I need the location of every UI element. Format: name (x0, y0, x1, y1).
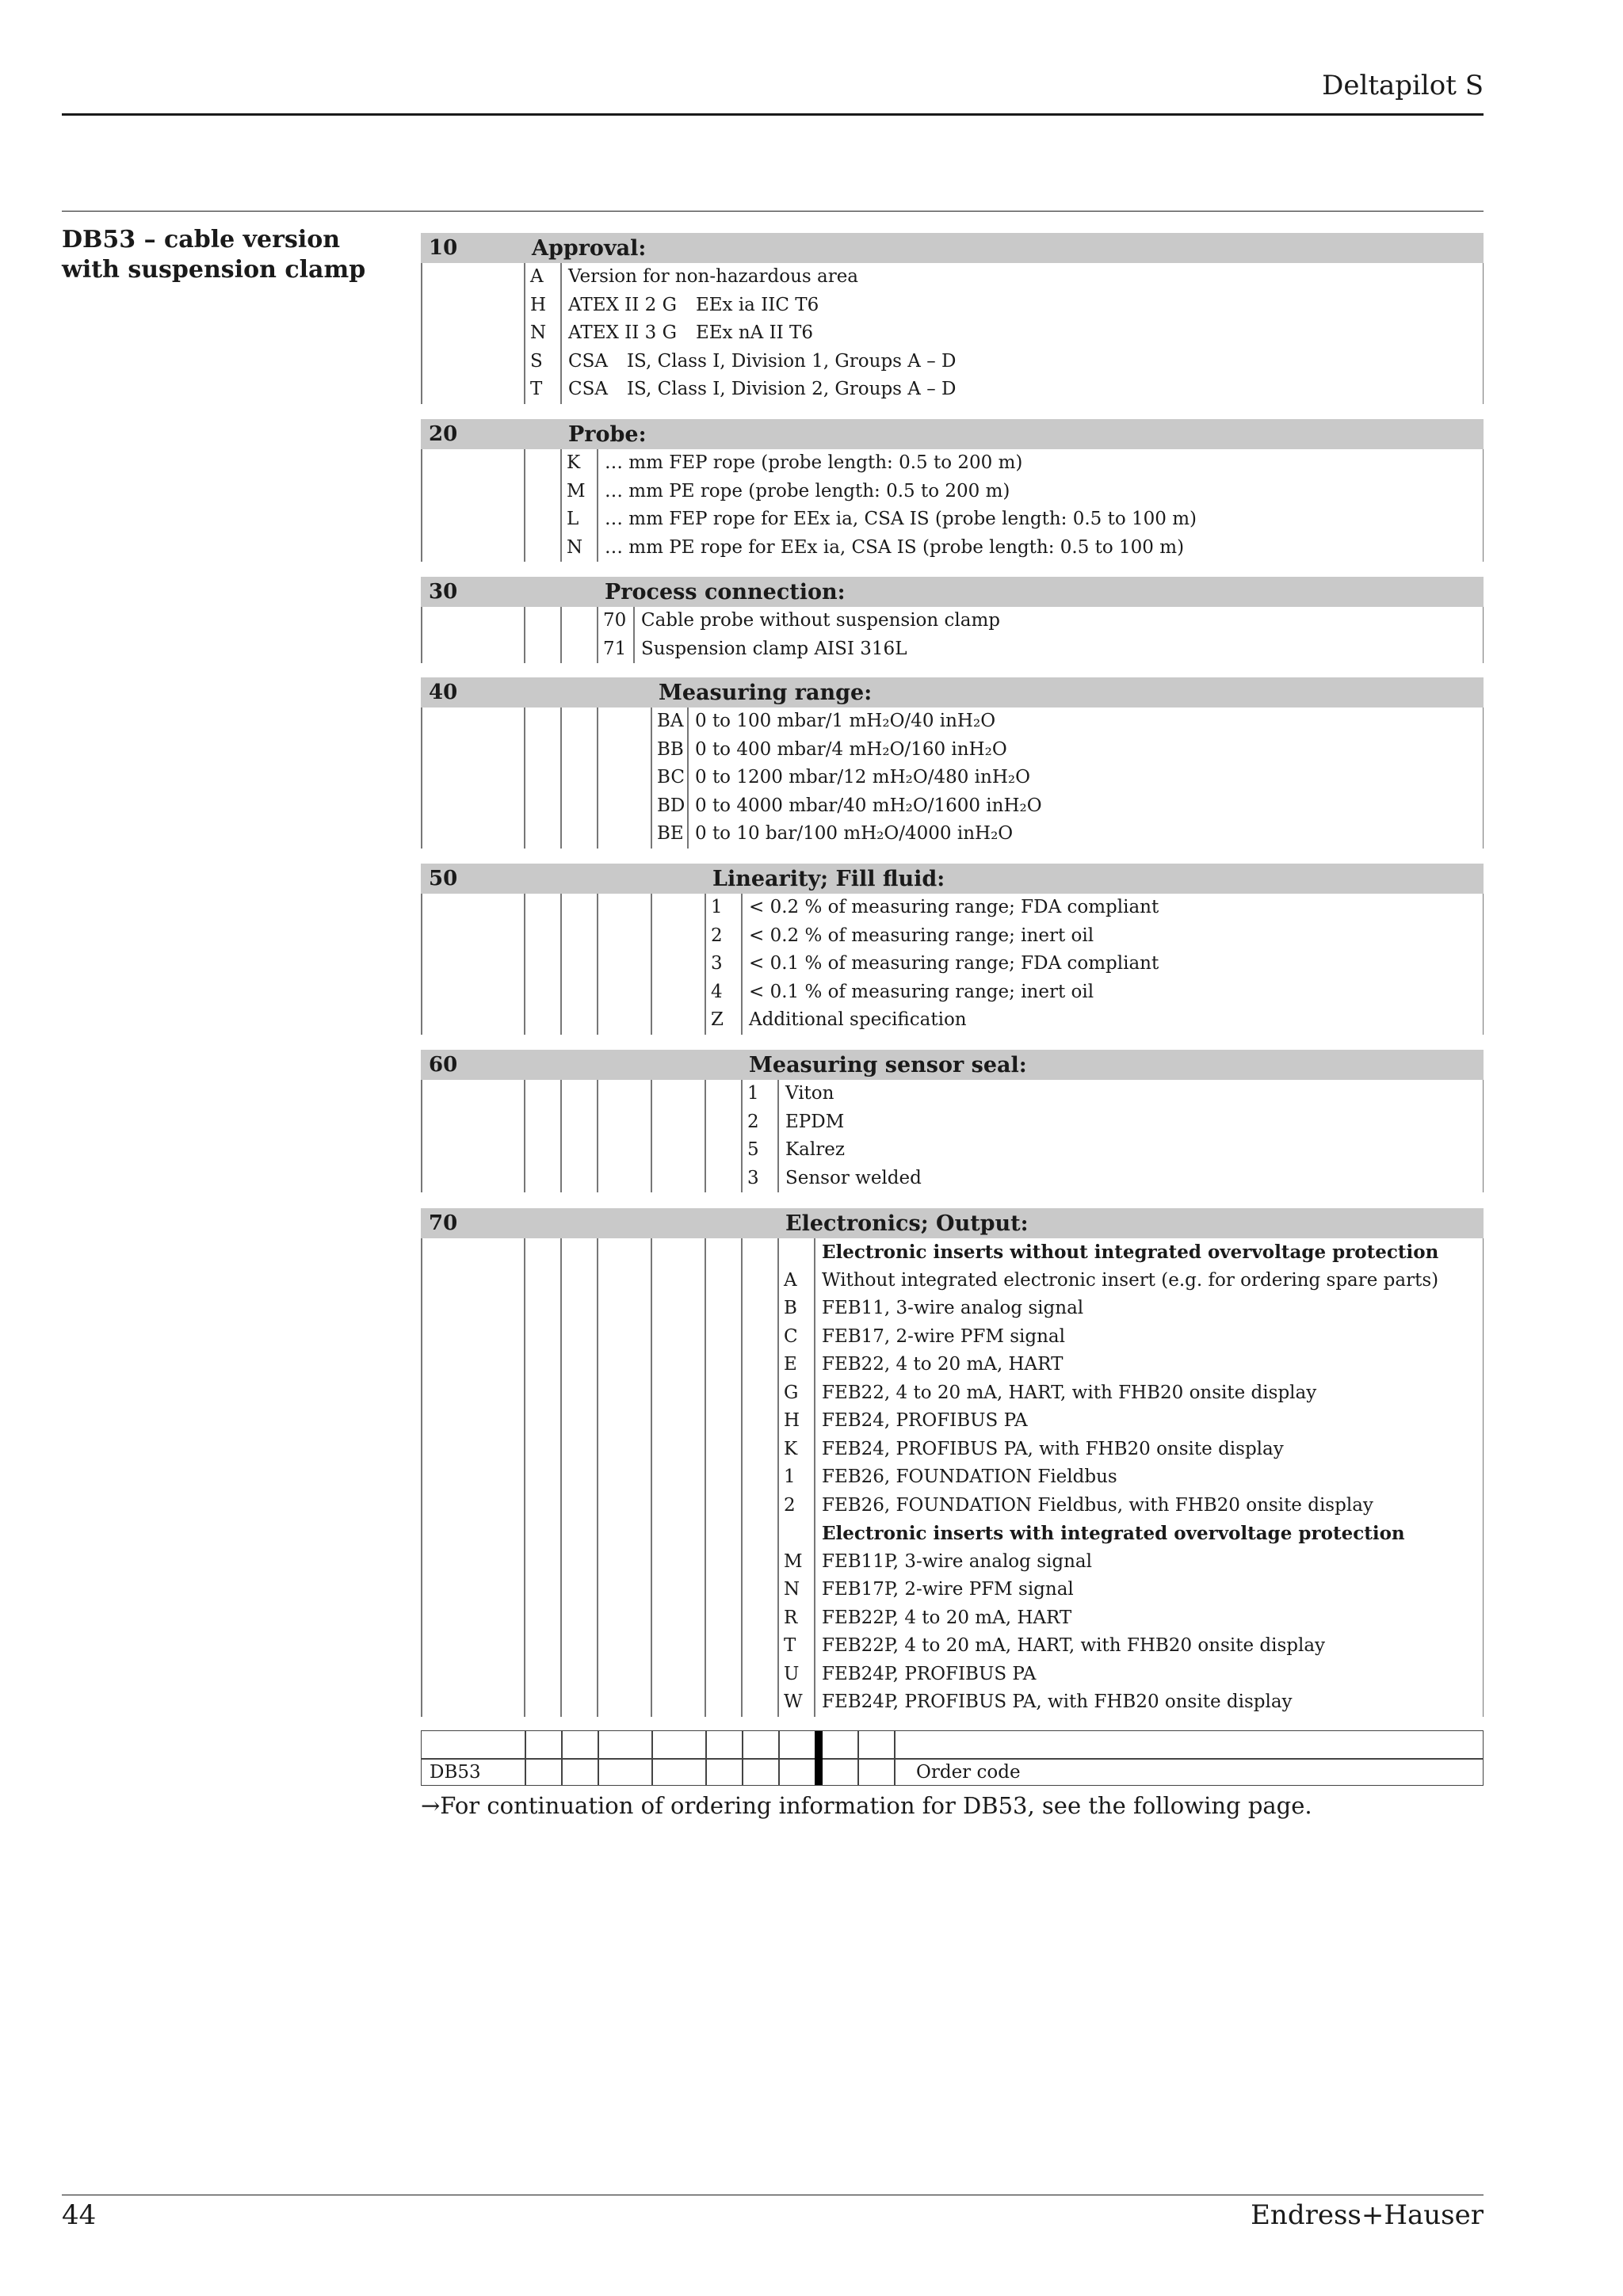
option-text: Without integrated electronic insert (e.g. for ordering spare parts) (822, 1269, 1439, 1291)
option-row (421, 1006, 1484, 1035)
option-code: M (567, 480, 586, 502)
option-text: Electronic inserts without integrated overvoltage protection (822, 1241, 1439, 1263)
header-rule (62, 113, 1484, 116)
continuation-note: →For continuation of ordering information for DB53, see the following page. (421, 1792, 1312, 1819)
option-text: … mm FEP rope for EEx ia, CSA IS (probe length: 0.5 to 100 m) (605, 509, 1197, 529)
group-header (421, 577, 1484, 607)
option-code: R (784, 1607, 798, 1628)
option-code: H (530, 294, 547, 315)
option-row (421, 348, 1484, 376)
option-code: BC (657, 767, 685, 788)
section-title: DB53 – cable version with suspension clamp (62, 226, 366, 284)
option-code: B (784, 1298, 797, 1318)
option-row (421, 1379, 1484, 1408)
option-row (421, 635, 1484, 664)
option-row (421, 736, 1484, 765)
option-text: FEB24P, PROFIBUS PA (822, 1663, 1037, 1684)
group-header (421, 864, 1484, 894)
option-text: FEB22P, 4 to 20 mA, HART (822, 1607, 1072, 1628)
option-code: 70 (603, 610, 627, 631)
group-header (421, 233, 1484, 263)
option-code: M (784, 1550, 803, 1572)
option-row (421, 1323, 1484, 1352)
group-number: 20 (429, 422, 458, 446)
group-title: Probe: (568, 422, 647, 447)
group-options (421, 1080, 1484, 1192)
option-text: … mm PE rope (probe length: 0.5 to 200 m) (605, 480, 1010, 502)
option-text: FEB22, 4 to 20 mA, HART (822, 1354, 1064, 1375)
option-text: CSA IS, Class I, Division 1, Groups A – D (568, 350, 957, 372)
option-text: FEB26, FOUNDATION Fieldbus (822, 1466, 1117, 1487)
page-number: 44 (62, 2199, 97, 2231)
group-10 (421, 233, 1484, 404)
option-code: 5 (747, 1139, 759, 1160)
option-text: FEB24P, PROFIBUS PA, with FHB20 onsite display (822, 1691, 1293, 1712)
group-60 (421, 1050, 1484, 1192)
option-row (421, 1407, 1484, 1436)
group-header (421, 677, 1484, 707)
option-code: BA (657, 711, 684, 731)
group-header (421, 419, 1484, 449)
option-row (421, 1604, 1484, 1633)
option-code: N (784, 1579, 800, 1600)
group-number: 50 (429, 867, 458, 891)
group-70 (421, 1208, 1484, 1717)
option-row (421, 1548, 1484, 1577)
option-text: 0 to 10 bar/100 mH₂O/4000 inH₂O (695, 823, 1014, 844)
option-text: FEB17P, 2-wire PFM signal (822, 1579, 1074, 1600)
option-text: Suspension clamp AISI 316L (641, 638, 907, 659)
option-code: 71 (603, 638, 627, 659)
option-row (421, 1463, 1484, 1492)
option-row (421, 1080, 1484, 1108)
option-text: < 0.2 % of measuring range; inert oil (749, 925, 1094, 946)
option-code: N (567, 536, 583, 558)
option-code: G (784, 1382, 799, 1403)
option-text: FEB24, PROFIBUS PA, with FHB20 onsite display (822, 1438, 1284, 1459)
option-row (421, 894, 1484, 922)
group-title: Measuring sensor seal: (749, 1053, 1027, 1077)
option-row (421, 1520, 1484, 1548)
option-code: L (567, 509, 579, 529)
option-row (421, 292, 1484, 320)
option-text: … mm FEP rope (probe length: 0.5 to 200 m) (605, 452, 1023, 473)
order-code-table (421, 1730, 1484, 1786)
option-row (421, 478, 1484, 506)
option-row (421, 1108, 1484, 1137)
option-text: 0 to 4000 mbar/40 mH₂O/1600 inH₂O (695, 795, 1042, 816)
option-code: N (530, 322, 547, 343)
group-30 (421, 577, 1484, 663)
order-code-label: Order code (916, 1762, 1021, 1783)
option-text: Cable probe without suspension clamp (641, 610, 1001, 631)
option-text: 0 to 1200 mbar/12 mH₂O/480 inH₂O (695, 767, 1030, 788)
group-options (421, 894, 1484, 1035)
option-row (421, 922, 1484, 951)
option-text: 0 to 400 mbar/4 mH₂O/160 inH₂O (695, 738, 1007, 760)
option-code: S (530, 350, 543, 372)
group-options (421, 1238, 1484, 1717)
option-row (421, 1661, 1484, 1689)
option-row (421, 263, 1484, 292)
option-text: < 0.1 % of measuring range; FDA compliant (749, 953, 1159, 974)
option-code: BE (657, 823, 684, 844)
option-code: C (784, 1325, 798, 1347)
option-code: K (784, 1438, 798, 1459)
option-code: W (784, 1691, 803, 1712)
group-options (421, 449, 1484, 562)
group-50 (421, 864, 1484, 1035)
option-text: CSA IS, Class I, Division 2, Groups A – D (568, 379, 957, 399)
group-title: Electronics; Output: (785, 1211, 1029, 1236)
group-options (421, 607, 1484, 663)
group-number: 60 (429, 1053, 458, 1077)
option-text: < 0.1 % of measuring range; inert oil (749, 981, 1094, 1002)
option-text: FEB11P, 3-wire analog signal (822, 1550, 1092, 1572)
footer-brand: Endress+Hauser (1251, 2199, 1484, 2231)
option-text: Kalrez (785, 1139, 845, 1160)
option-row (421, 1238, 1484, 1267)
option-row (421, 607, 1484, 635)
section-rule (62, 211, 1484, 212)
option-row (421, 1688, 1484, 1717)
option-code: H (784, 1410, 800, 1431)
option-text: 0 to 100 mbar/1 mH₂O/40 inH₂O (695, 711, 996, 731)
option-text: FEB22P, 4 to 20 mA, HART, with FHB20 onsite display (822, 1635, 1326, 1656)
option-row (421, 1267, 1484, 1295)
group-number: 10 (429, 236, 458, 260)
option-row (421, 792, 1484, 821)
option-row (421, 376, 1484, 404)
option-code: T (784, 1635, 796, 1656)
option-code: 3 (711, 953, 723, 974)
option-row (421, 505, 1484, 534)
option-text: FEB17, 2-wire PFM signal (822, 1325, 1065, 1347)
option-text: … mm PE rope for EEx ia, CSA IS (probe length: 0.5 to 100 m) (605, 536, 1185, 558)
option-row (421, 319, 1484, 348)
group-title: Approval: (532, 236, 647, 261)
group-options (421, 707, 1484, 849)
group-header (421, 1208, 1484, 1238)
option-code: 4 (711, 981, 723, 1002)
option-text: ATEX II 3 G EEx nA II T6 (568, 322, 814, 343)
option-row (421, 1492, 1484, 1520)
option-code: A (784, 1269, 797, 1291)
option-row (421, 1136, 1484, 1165)
option-row (421, 1351, 1484, 1379)
group-number: 40 (429, 681, 458, 704)
option-text: FEB11, 3-wire analog signal (822, 1298, 1084, 1318)
group-number: 30 (429, 580, 458, 604)
group-40 (421, 677, 1484, 849)
option-code: 2 (784, 1494, 796, 1516)
option-code: 1 (747, 1083, 759, 1104)
option-text: FEB22, 4 to 20 mA, HART, with FHB20 onsite display (822, 1382, 1317, 1403)
option-code: K (567, 452, 581, 473)
option-code: 3 (747, 1167, 759, 1188)
option-row (421, 1295, 1484, 1323)
option-text: FEB26, FOUNDATION Fieldbus, with FHB20 onsite display (822, 1494, 1373, 1516)
option-code: 1 (784, 1466, 796, 1487)
option-code: Z (711, 1009, 724, 1030)
option-row (421, 449, 1484, 478)
option-text: Version for non-hazardous area (568, 266, 859, 287)
group-options (421, 263, 1484, 404)
option-row (421, 534, 1484, 563)
option-row (421, 820, 1484, 849)
group-20 (421, 419, 1484, 562)
group-title: Measuring range: (659, 681, 873, 705)
option-code: 2 (711, 925, 723, 946)
group-header (421, 1050, 1484, 1080)
order-product-code: DB53 (430, 1762, 481, 1783)
option-row (421, 764, 1484, 792)
option-text: Additional specification (749, 1009, 967, 1030)
option-row (421, 1165, 1484, 1193)
option-row (421, 1632, 1484, 1661)
option-row (421, 978, 1484, 1007)
option-text: Viton (785, 1083, 834, 1104)
option-code: A (530, 266, 544, 287)
option-text: Sensor welded (785, 1167, 922, 1188)
option-code: BB (657, 738, 684, 760)
option-code: BD (657, 795, 685, 816)
option-code: 1 (711, 897, 723, 917)
page-header-title: Deltapilot S (1322, 70, 1484, 101)
option-text: Electronic inserts with integrated overvoltage protection (822, 1523, 1405, 1544)
option-row (421, 1576, 1484, 1604)
group-title: Linearity; Fill fluid: (712, 867, 945, 891)
option-code: T (530, 379, 543, 399)
option-text: EPDM (785, 1111, 845, 1132)
option-code: U (784, 1663, 800, 1684)
option-code: 2 (747, 1111, 759, 1132)
group-title: Process connection: (605, 580, 846, 605)
option-row (421, 707, 1484, 736)
option-code: E (784, 1354, 797, 1375)
option-text: ATEX II 2 G EEx ia IIC T6 (568, 294, 819, 315)
option-row (421, 1436, 1484, 1464)
group-number: 70 (429, 1211, 458, 1235)
option-text: < 0.2 % of measuring range; FDA compliant (749, 897, 1159, 917)
option-text: FEB24, PROFIBUS PA (822, 1410, 1028, 1431)
option-row (421, 950, 1484, 978)
